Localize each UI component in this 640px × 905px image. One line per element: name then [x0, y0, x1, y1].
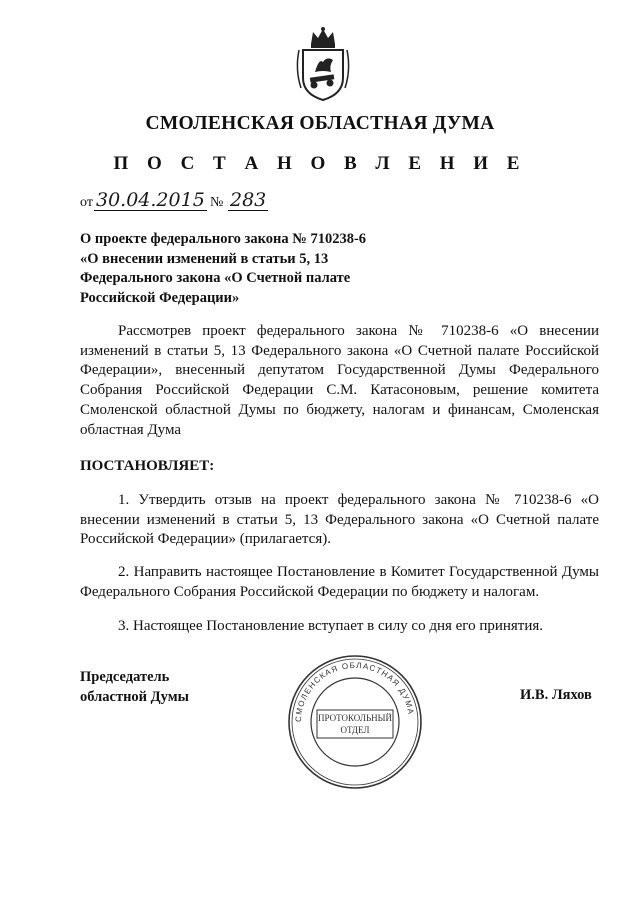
decree-item-1: 1. Утвердить отзыв на проект федерального закона № 710238-6 «О внесении изменений в статьи 5, 13 Федерального закона «О Счетной палате Российской Федерации» (прилагается).	[80, 492, 599, 548]
decree-item-2: 2. Направить настоящее Постановление в Комитет Государственной Думы Федерального Собрания Российской Федерации по бюджету и налогам.	[80, 564, 599, 600]
subject-line: «О внесении изменений в статьи 5, 13	[80, 250, 329, 267]
number-label: №	[210, 195, 224, 210]
stamp-outer-text: СМОЛЕНСКАЯ ОБЛАСТНАЯ ДУМА	[293, 660, 416, 723]
subject-line: Федерального закона «О Счетной палате	[80, 270, 351, 286]
decree-item-3: 3. Настоящее Постановление вступает в силу со дня его принятия.	[118, 618, 544, 634]
preamble-paragraph: Рассмотрев проект федерального закона № 710238-6 «О внесении изменений в статьи 5, 13 Федерального закона «О Счетной палате Российской Федерации», внесенный депутатом Государственной Думы Федерального Собрания Российской Федерации С.М. Катасоновым, решение комитета Смоленской областной Думы по бюджету, налогам и финансам, Смоленская областная Дума	[80, 323, 599, 438]
date-prefix: от	[80, 195, 93, 210]
organization-title: СМОЛЕНСКАЯ ОБЛАСТНАЯ ДУМА	[145, 113, 495, 134]
decree-heading: ПОСТАНОВЛЯЕТ:	[80, 458, 215, 474]
signatory-title	[80, 668, 189, 707]
signatory-title-line: Председатель	[80, 669, 170, 685]
official-stamp-icon	[286, 652, 424, 792]
stamp-inner-text-2: ОТДЕЛ	[340, 725, 370, 735]
signatory-title-line: областной Думы	[80, 688, 189, 705]
handwritten-number: 283	[230, 189, 267, 211]
subject-line: Российской Федерации»	[80, 289, 240, 306]
stamp-inner-text-1: ПРОТОКОЛЬНЫЙ	[318, 713, 392, 723]
coat-of-arms-icon	[293, 26, 353, 102]
subject-line: О проекте федерального закона № 710238-6	[80, 231, 367, 247]
handwritten-date: 30.04.2015	[96, 189, 205, 211]
signatory-name: И.В. Ляхов	[520, 687, 592, 703]
document-subject	[80, 230, 410, 308]
document-type-title: П О С Т А Н О В Л Е Н И Е	[113, 153, 527, 174]
